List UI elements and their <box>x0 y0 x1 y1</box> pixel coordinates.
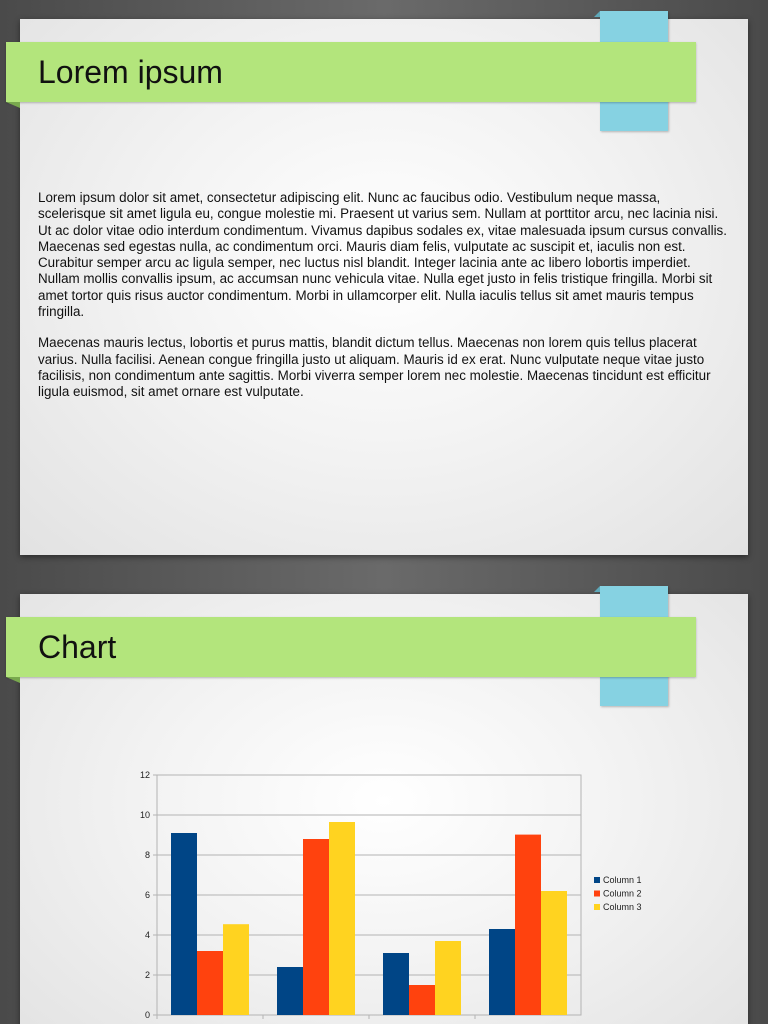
slide-1[interactable] <box>20 19 748 555</box>
bar <box>409 985 435 1015</box>
legend-label: Column 3 <box>603 902 642 912</box>
y-tick-label: 2 <box>144 970 150 980</box>
legend-swatch <box>594 891 600 897</box>
bar <box>223 924 249 1015</box>
legend-swatch <box>594 904 600 910</box>
legend-swatch <box>594 877 600 883</box>
slide-title[interactable]: Chart <box>38 629 117 665</box>
y-tick-label: 10 <box>139 810 150 820</box>
bar <box>277 967 303 1015</box>
title-bar <box>6 42 696 102</box>
legend-label: Column 2 <box>603 888 642 899</box>
bar <box>197 951 223 1015</box>
bar <box>541 891 567 1015</box>
title-bar <box>6 617 696 677</box>
bar <box>303 839 329 1015</box>
bar <box>171 833 197 1015</box>
y-tick-label: 12 <box>139 770 150 780</box>
slide-body-text[interactable] <box>38 190 728 416</box>
slide-2[interactable] <box>20 594 748 1024</box>
y-tick-label: 6 <box>144 890 150 900</box>
legend-label: Column 1 <box>603 875 642 885</box>
bar <box>489 929 515 1015</box>
bar <box>515 835 541 1015</box>
y-tick-label: 8 <box>144 850 150 860</box>
paragraph: Lorem ipsum dolor sit amet, consectetur adipiscing elit. Nunc ac faucibus odio. Vestibulum neque massa, scelerisque sit amet ligula eu, congue molestie mi. Praesent ut varius sem. Nullam at porttitor arcu, nec lacinia nisi. Ut ac dolor vitae odio interdum condimentum. Vivamus dapibus sodales ex, vitae malesuada ipsum cursus convallis. Maecenas sed egestas nulla, ac condimentum orci. Mauris diam felis, vulputate ac suscipit et, iaculis non est. Curabitur semper arcu ac ligula semper, nec luctus nisl blandit. Integer lacinia ante ac libero lobortis imperdiet. Nullam mollis convallis ipsum, ac accumsan nunc vehicula vitae. Nulla eget justo in felis tristique fringilla. Morbi sit amet tortor quis risus auctor condimentum. Morbi in ullamcorper elit. Nulla iaculis tellus sit amet mauris tempus fringilla. <box>38 190 727 320</box>
slide-title[interactable]: Lorem ipsum <box>38 54 223 90</box>
y-tick-label: 4 <box>144 930 150 940</box>
bar <box>383 953 409 1015</box>
bar <box>329 822 355 1015</box>
paragraph: Maecenas mauris lectus, lobortis et purus mattis, blandit dictum tellus. Maecenas non lorem quis tellus placerat varius. Nulla facilisi. Aenean congue fringilla justo ut aliquam. Mauris id ex erat. Nunc vulputate neque vitae justo facilisis, non condimentum ante sagittis. Morbi viverra semper lorem nec molestie. Maecenas tincidunt est efficitur ligula euismod, sit amet ornare est vulputate. <box>38 335 711 400</box>
bar <box>435 941 461 1015</box>
y-tick-label: 0 <box>144 1010 150 1020</box>
